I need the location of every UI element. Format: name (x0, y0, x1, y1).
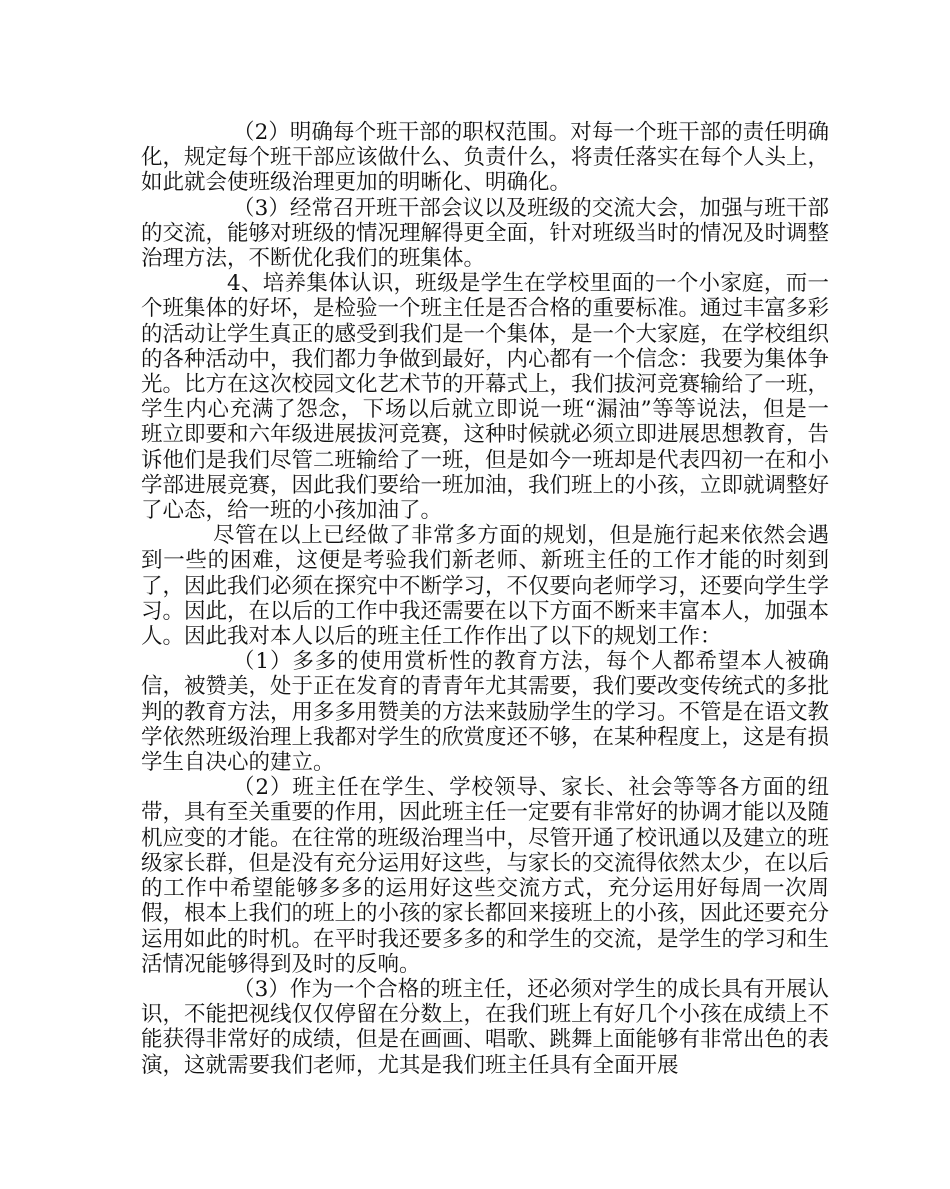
document-body (141, 120, 829, 1078)
paragraph-collective-awareness: 4、培养集体认识，班级是学生在学校里面的一个小家庭，而一个班集体的好坏，是检验一个班主任是否合格的重要标准。通过丰富多彩的活动让学生真正的感受到我们是一个集体，是一个大家庭，在学校组织的各种活动中，我们都力争做到最好，内心都有一个信念：我要为集体争光。比方在这次校园文化艺术节的开幕式上，我们拔河竞赛输给了一班，学生内心充满了怨念，下场以后就立即说一班“漏油”等等说法，但是一班立即要和六年级进展拔河竞赛，这种时候就必须立即进展思想教育，告诉他们是我们尽管二班输给了一班，但是如今一班却是代表四初一在和小学部进展竞赛，因此我们要给一班加油，我们班上的小孩，立即就调整好了心态，给一班的小孩加油了。 (141, 271, 830, 524)
paragraph-duty-scope: （2）明确每个班干部的职权范围。对每一个班干部的责任明确化，规定每个班干部应该做什么、负责什么，将责任落实在每个人头上，如此就会使班级治理更加的明晰化、明确化。 (141, 120, 830, 196)
paragraph-cadre-meetings: （3）经常召开班干部会议以及班级的交流大会，加强与班干部的交流，能够对班级的情况理解得更全面，针对班级当时的情况及时调整治理方法，不断优化我们的班集体。 (141, 195, 830, 272)
paragraph-praise-method: （1）多多的使用赏析性的教育方法，每个人都希望本人被确信，被赞美，处于正在发育的青青年尤其需要，我们要改变传统式的多批判的教育方法，用多多用赞美的方法来鼓励学生的学习。不管是在语文教学依然班级治理上我都对学生的欣赏度还不够，在某种程度上，这是有损学生自决心的建立。 (141, 649, 830, 776)
paragraph-all-round-development: （3）作为一个合格的班主任，还必须对学生的成长具有开展认识，不能把视线仅仅停留在分数上，在我们班上有好几个小孩在成绩上不能获得非常好的成绩，但是在画画、唱歌、跳舞上面能够有非常出色的表演，这就需要我们老师，尤其是我们班主任具有全面开展 (141, 976, 830, 1078)
paragraph-parent-communication: （2）班主任在学生、学校领导、家长、社会等等各方面的纽带，具有至关重要的作用，因此班主任一定要有非常好的协调才能以及随机应变的才能。在往常的班级治理当中，尽管开通了校讯通以及建立的班级家长群，但是没有充分运用好这些，与家长的交流得依然太少，在以后的工作中希望能够多多的运用好这些交流方式，充分运用好每周一次周假，根本上我们的班上的小孩的家长都回来接班上的小孩，因此还要充分运用如此的时机。在平时我还要多多的和学生的交流，是学生的学习和生活情况能够得到及时的反响。 (141, 775, 830, 977)
paragraph-future-plan: 尽管在以上已经做了非常多方面的规划，但是施行起来依然会遇到一些的困难，这便是考验我们新老师、新班主任的工作才能的时刻到了，因此我们必须在探究中不断学习，不仅要向老师学习，还要向学生学习。因此，在以后的工作中我还需要在以下方面不断来丰富本人，加强本人。因此我对本人以后的班主任工作作出了以下的规划工作： (141, 523, 830, 650)
